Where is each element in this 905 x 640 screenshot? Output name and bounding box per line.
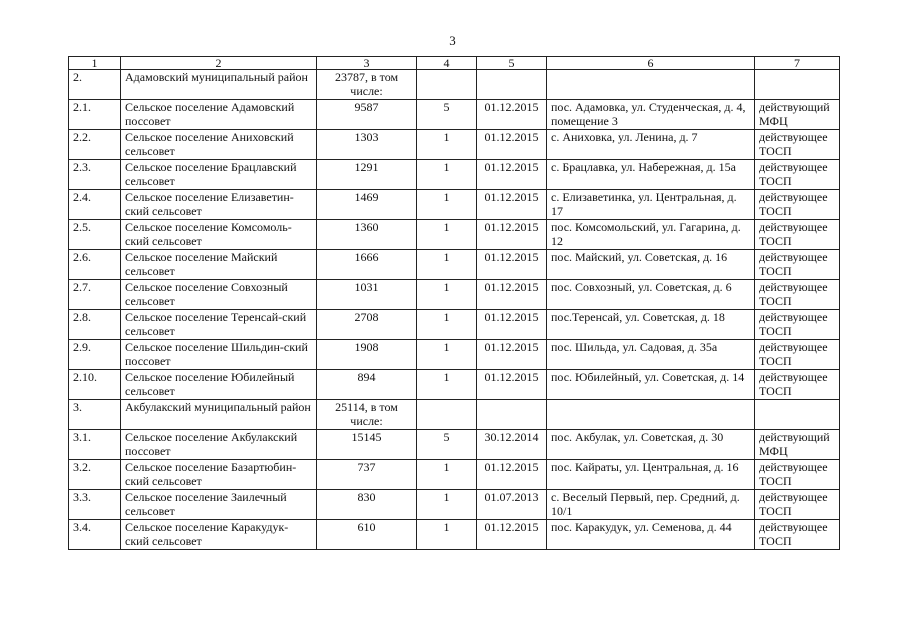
table-row bbox=[69, 340, 840, 370]
opening-date-cell: 01.12.2015 bbox=[477, 520, 547, 550]
windows-count-cell: 1 bbox=[417, 340, 477, 370]
status-cell: действующее ТОСП bbox=[755, 340, 840, 370]
row-number-cell: 2.9. bbox=[69, 340, 121, 370]
windows-count-cell: 1 bbox=[417, 130, 477, 160]
windows-count-cell: 5 bbox=[417, 430, 477, 460]
status-cell: действующее ТОСП bbox=[755, 520, 840, 550]
table-row bbox=[69, 70, 840, 100]
opening-date-cell: 01.12.2015 bbox=[477, 310, 547, 340]
row-number-cell: 3. bbox=[69, 400, 121, 430]
column-number: 2 bbox=[121, 57, 317, 70]
table-row bbox=[69, 160, 840, 190]
address-cell: с. Брацлавка, ул. Набережная, д. 15а bbox=[547, 160, 755, 190]
settlement-name-cell: Сельское поселение Каракудук-ский сельсовет bbox=[121, 520, 317, 550]
address-cell: с. Аниховка, ул. Ленина, д. 7 bbox=[547, 130, 755, 160]
population-cell: 9587 bbox=[317, 100, 417, 130]
windows-count-cell: 1 bbox=[417, 160, 477, 190]
address-cell: пос. Каракудук, ул. Семенова, д. 44 bbox=[547, 520, 755, 550]
row-number-cell: 2.5. bbox=[69, 220, 121, 250]
column-number: 6 bbox=[547, 57, 755, 70]
column-number-row bbox=[69, 57, 840, 70]
population-cell: 1908 bbox=[317, 340, 417, 370]
status-cell: действующее ТОСП bbox=[755, 280, 840, 310]
opening-date-cell bbox=[477, 400, 547, 430]
settlement-name-cell: Сельское поселение Базартюбин-ский сельсовет bbox=[121, 460, 317, 490]
opening-date-cell: 30.12.2014 bbox=[477, 430, 547, 460]
population-cell: 25114, в том числе: bbox=[317, 400, 417, 430]
table-row bbox=[69, 400, 840, 430]
population-cell: 1666 bbox=[317, 250, 417, 280]
settlement-name-cell: Сельское поселение Совхозный сельсовет bbox=[121, 280, 317, 310]
table-row bbox=[69, 100, 840, 130]
address-cell: с. Веселый Первый, пер. Средний, д. 10/1 bbox=[547, 490, 755, 520]
windows-count-cell: 1 bbox=[417, 310, 477, 340]
table-row bbox=[69, 250, 840, 280]
windows-count-cell: 1 bbox=[417, 490, 477, 520]
row-number-cell: 2.10. bbox=[69, 370, 121, 400]
population-cell: 15145 bbox=[317, 430, 417, 460]
row-number-cell: 2.2. bbox=[69, 130, 121, 160]
settlement-name-cell: Сельское поселение Майский сельсовет bbox=[121, 250, 317, 280]
row-number-cell: 2.4. bbox=[69, 190, 121, 220]
address-cell bbox=[547, 400, 755, 430]
population-cell: 2708 bbox=[317, 310, 417, 340]
address-cell: пос. Майский, ул. Советская, д. 16 bbox=[547, 250, 755, 280]
settlement-name-cell: Сельское поселение Шильдин-ский поссовет bbox=[121, 340, 317, 370]
population-cell: 1031 bbox=[317, 280, 417, 310]
status-cell: действующее ТОСП bbox=[755, 130, 840, 160]
registry-table bbox=[68, 56, 840, 550]
settlement-name-cell: Адамовский муниципальный район bbox=[121, 70, 317, 100]
row-number-cell: 2.8. bbox=[69, 310, 121, 340]
opening-date-cell: 01.12.2015 bbox=[477, 160, 547, 190]
table-row bbox=[69, 190, 840, 220]
row-number-cell: 2.7. bbox=[69, 280, 121, 310]
windows-count-cell: 5 bbox=[417, 100, 477, 130]
settlement-name-cell: Сельское поселение Брацлавский сельсовет bbox=[121, 160, 317, 190]
settlement-name-cell: Сельское поселение Аниховский сельсовет bbox=[121, 130, 317, 160]
status-cell: действующее ТОСП bbox=[755, 460, 840, 490]
address-cell: пос. Адамовка, ул. Студенческая, д. 4, помещение 3 bbox=[547, 100, 755, 130]
table-row bbox=[69, 220, 840, 250]
opening-date-cell: 01.12.2015 bbox=[477, 250, 547, 280]
row-number-cell: 2.1. bbox=[69, 100, 121, 130]
address-cell: пос. Акбулак, ул. Советская, д. 30 bbox=[547, 430, 755, 460]
opening-date-cell: 01.12.2015 bbox=[477, 100, 547, 130]
opening-date-cell: 01.12.2015 bbox=[477, 220, 547, 250]
windows-count-cell: 1 bbox=[417, 280, 477, 310]
address-cell bbox=[547, 70, 755, 100]
status-cell: действующее ТОСП bbox=[755, 250, 840, 280]
status-cell: действующее ТОСП bbox=[755, 220, 840, 250]
table-row bbox=[69, 520, 840, 550]
status-cell: действующее ТОСП bbox=[755, 190, 840, 220]
opening-date-cell: 01.12.2015 bbox=[477, 190, 547, 220]
windows-count-cell: 1 bbox=[417, 220, 477, 250]
status-cell bbox=[755, 400, 840, 430]
row-number-cell: 3.4. bbox=[69, 520, 121, 550]
status-cell: действующее ТОСП bbox=[755, 370, 840, 400]
column-number: 3 bbox=[317, 57, 417, 70]
row-number-cell: 2.6. bbox=[69, 250, 121, 280]
settlement-name-cell: Сельское поселение Акбулакский поссовет bbox=[121, 430, 317, 460]
settlement-name-cell: Акбулакский муниципальный район bbox=[121, 400, 317, 430]
settlement-name-cell: Сельское поселение Комсомоль-ский сельсовет bbox=[121, 220, 317, 250]
opening-date-cell bbox=[477, 70, 547, 100]
population-cell: 1303 bbox=[317, 130, 417, 160]
population-cell: 23787, в том числе: bbox=[317, 70, 417, 100]
address-cell: пос. Юбилейный, ул. Советская, д. 14 bbox=[547, 370, 755, 400]
page-number: 3 bbox=[449, 33, 456, 48]
settlement-name-cell: Сельское поселение Заилечный сельсовет bbox=[121, 490, 317, 520]
row-number-cell: 2. bbox=[69, 70, 121, 100]
population-cell: 1360 bbox=[317, 220, 417, 250]
windows-count-cell: 1 bbox=[417, 250, 477, 280]
row-number-cell: 2.3. bbox=[69, 160, 121, 190]
population-cell: 1291 bbox=[317, 160, 417, 190]
row-number-cell: 3.1. bbox=[69, 430, 121, 460]
windows-count-cell: 1 bbox=[417, 520, 477, 550]
windows-count-cell bbox=[417, 70, 477, 100]
status-cell: действующее ТОСП bbox=[755, 490, 840, 520]
population-cell: 737 bbox=[317, 460, 417, 490]
address-cell: пос. Комсомольский, ул. Гагарина, д. 12 bbox=[547, 220, 755, 250]
windows-count-cell: 1 bbox=[417, 370, 477, 400]
column-number: 7 bbox=[755, 57, 840, 70]
opening-date-cell: 01.07.2013 bbox=[477, 490, 547, 520]
table-row bbox=[69, 310, 840, 340]
status-cell: действующее ТОСП bbox=[755, 160, 840, 190]
status-cell: действующий МФЦ bbox=[755, 100, 840, 130]
column-number: 5 bbox=[477, 57, 547, 70]
opening-date-cell: 01.12.2015 bbox=[477, 460, 547, 490]
address-cell: пос. Шильда, ул. Садовая, д. 35а bbox=[547, 340, 755, 370]
status-cell: действующее ТОСП bbox=[755, 310, 840, 340]
status-cell bbox=[755, 70, 840, 100]
windows-count-cell: 1 bbox=[417, 460, 477, 490]
row-number-cell: 3.3. bbox=[69, 490, 121, 520]
windows-count-cell: 1 bbox=[417, 190, 477, 220]
population-cell: 1469 bbox=[317, 190, 417, 220]
opening-date-cell: 01.12.2015 bbox=[477, 130, 547, 160]
table-row bbox=[69, 430, 840, 460]
opening-date-cell: 01.12.2015 bbox=[477, 280, 547, 310]
settlement-name-cell: Сельское поселение Юбилейный сельсовет bbox=[121, 370, 317, 400]
windows-count-cell bbox=[417, 400, 477, 430]
population-cell: 610 bbox=[317, 520, 417, 550]
address-cell: пос. Кайраты, ул. Центральная, д. 16 bbox=[547, 460, 755, 490]
settlement-name-cell: Сельское поселение Адамовский поссовет bbox=[121, 100, 317, 130]
table-row bbox=[69, 280, 840, 310]
registry-body bbox=[69, 57, 840, 550]
row-number-cell: 3.2. bbox=[69, 460, 121, 490]
opening-date-cell: 01.12.2015 bbox=[477, 370, 547, 400]
column-number: 4 bbox=[417, 57, 477, 70]
address-cell: с. Елизаветинка, ул. Центральная, д. 17 bbox=[547, 190, 755, 220]
table-row bbox=[69, 490, 840, 520]
table-row bbox=[69, 460, 840, 490]
settlement-name-cell: Сельское поселение Теренсай-ский сельсовет bbox=[121, 310, 317, 340]
opening-date-cell: 01.12.2015 bbox=[477, 340, 547, 370]
status-cell: действующий МФЦ bbox=[755, 430, 840, 460]
column-number: 1 bbox=[69, 57, 121, 70]
table-row bbox=[69, 130, 840, 160]
population-cell: 830 bbox=[317, 490, 417, 520]
table-row bbox=[69, 370, 840, 400]
settlement-name-cell: Сельское поселение Елизаветин-ский сельсовет bbox=[121, 190, 317, 220]
address-cell: пос.Теренсай, ул. Советская, д. 18 bbox=[547, 310, 755, 340]
population-cell: 894 bbox=[317, 370, 417, 400]
address-cell: пос. Совхозный, ул. Советская, д. 6 bbox=[547, 280, 755, 310]
